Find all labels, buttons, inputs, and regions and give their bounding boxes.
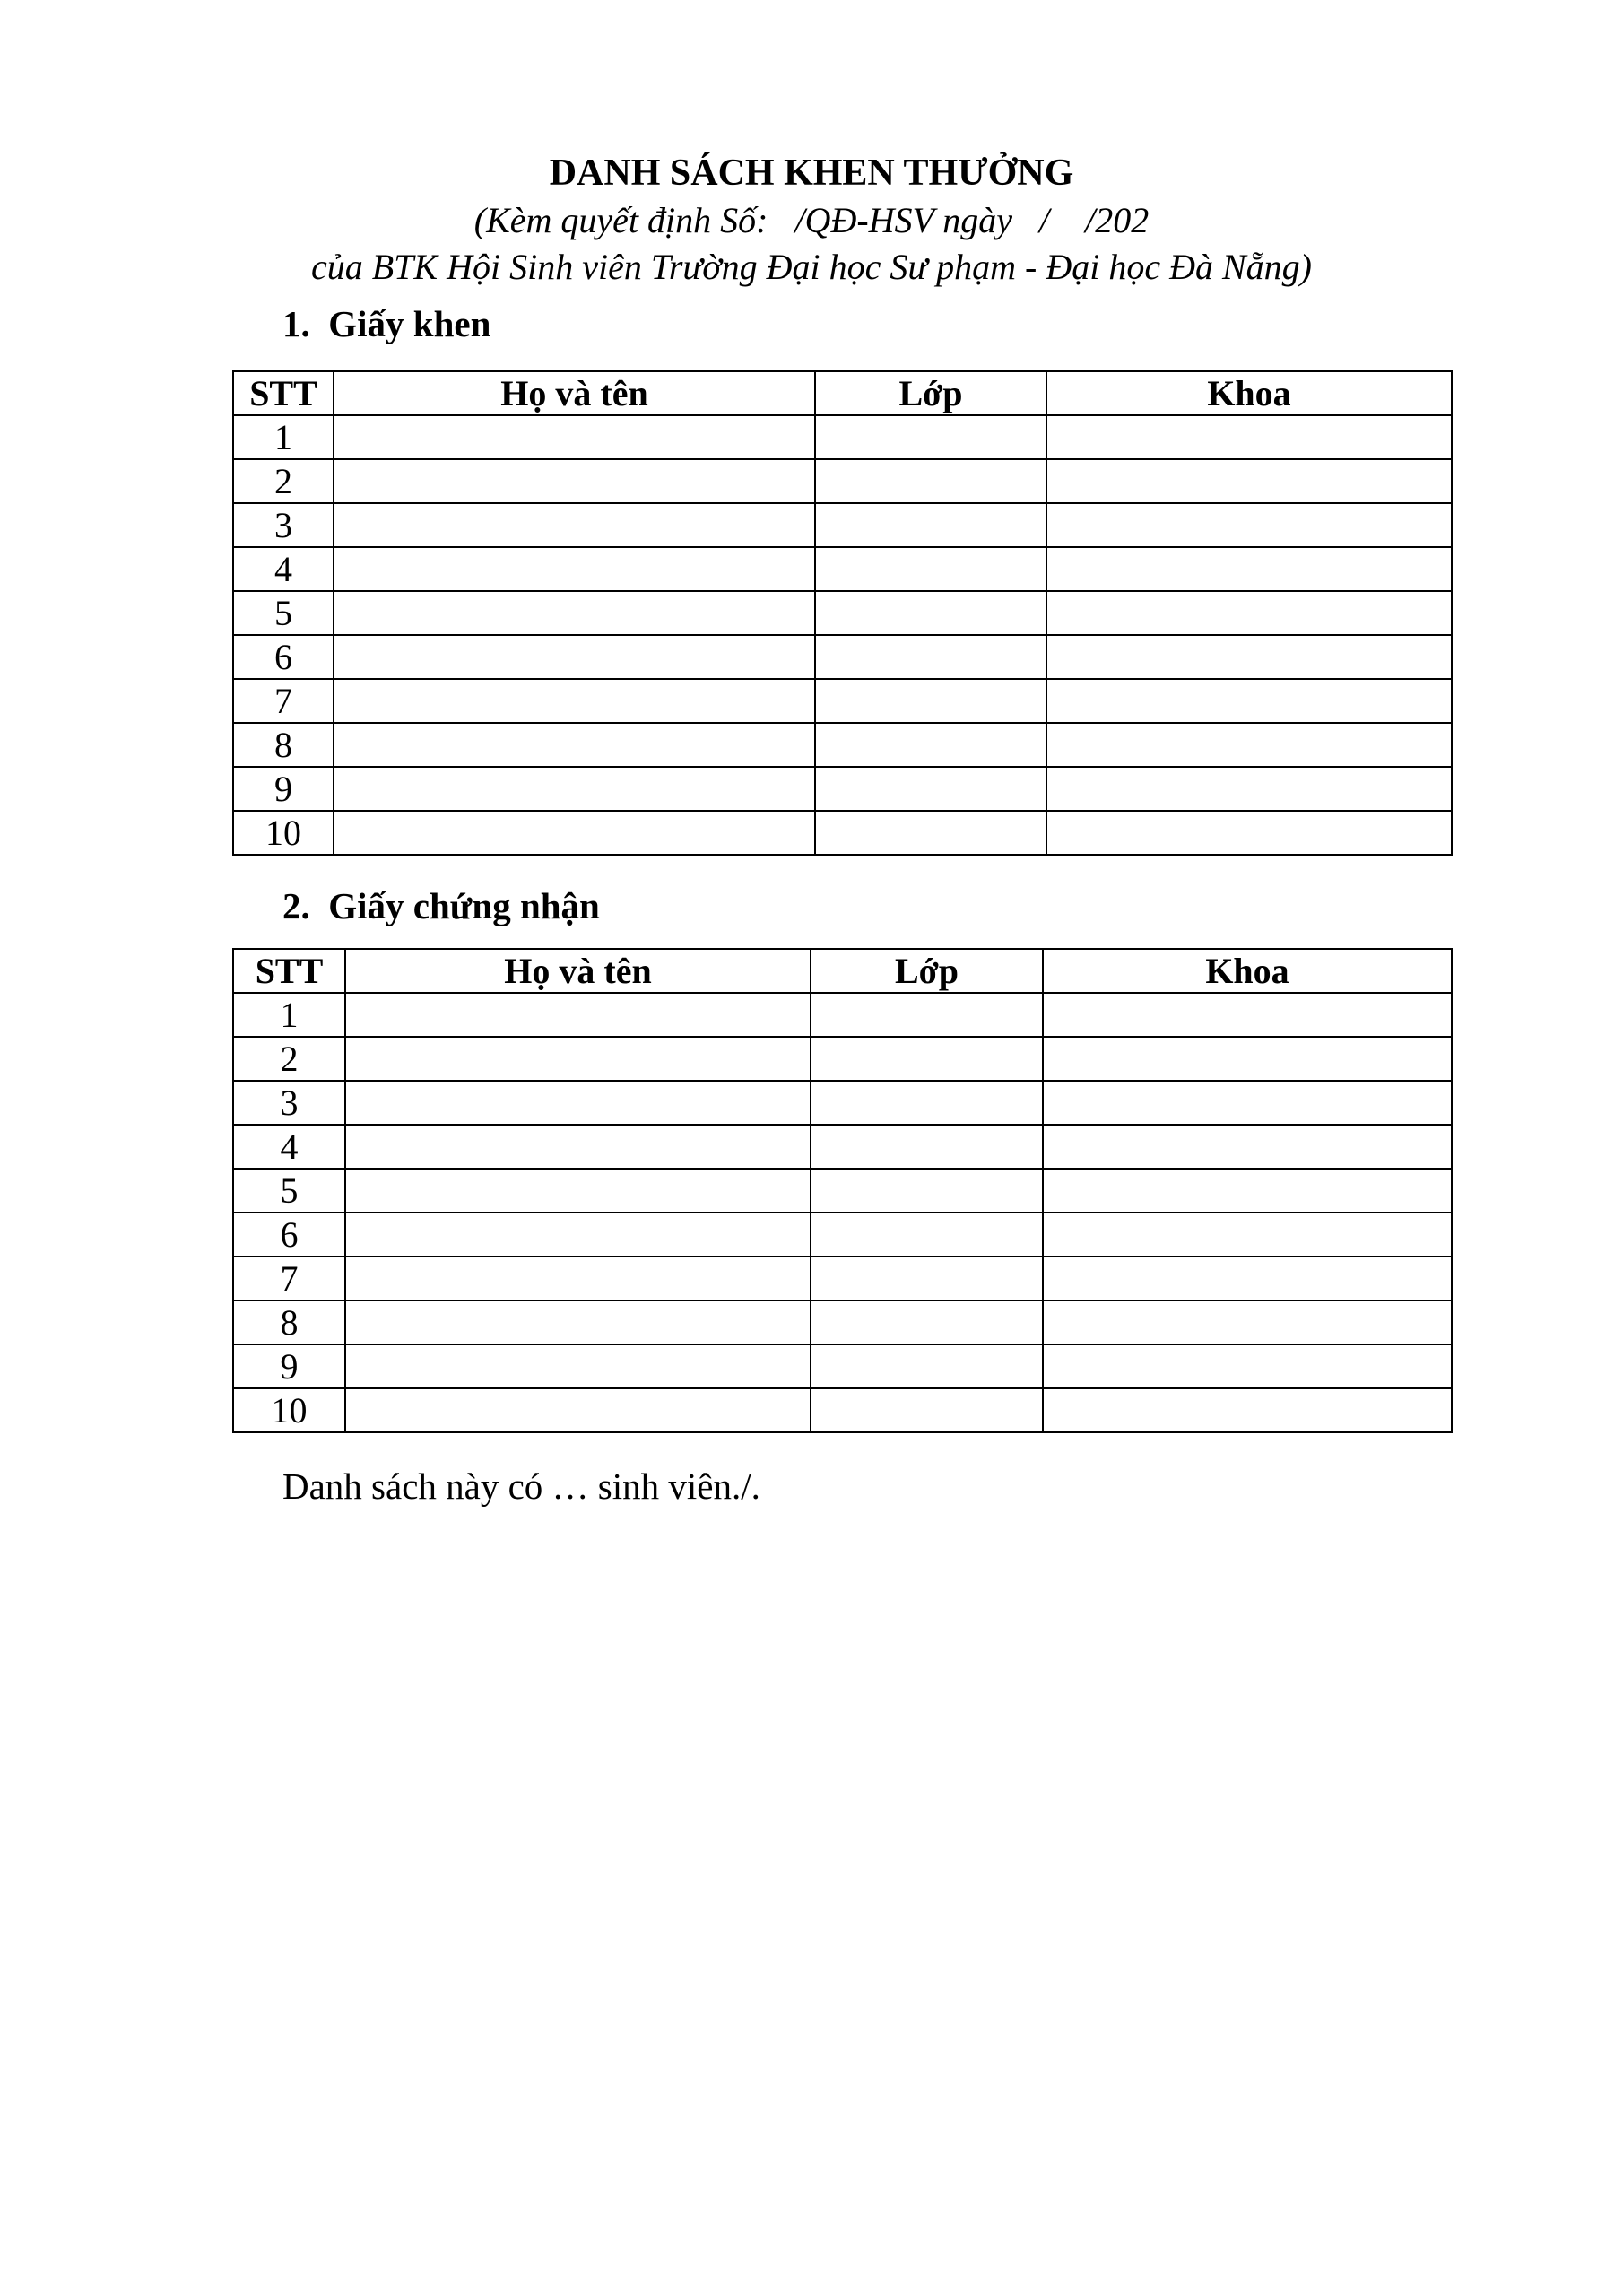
cell-stt: 10: [233, 811, 334, 855]
cell-ho-va-ten: [345, 1169, 811, 1213]
cell-lop: [811, 1300, 1043, 1344]
cell-ho-va-ten: [345, 1388, 811, 1432]
cell-lop: [815, 679, 1046, 723]
issuing-organization: của BTK Hội Sinh viên Trường Đại học Sư phạm - Đại học Đà Nẵng): [310, 247, 1313, 287]
section-heading-giay-chung-nhan: 2. Giấy chứng nhận: [282, 885, 600, 926]
cell-ho-va-ten: [334, 591, 815, 635]
cell-stt: 4: [233, 1125, 345, 1169]
cell-ho-va-ten: [345, 1344, 811, 1388]
cell-ho-va-ten: [334, 547, 815, 591]
cell-ho-va-ten: [334, 811, 815, 855]
cell-ho-va-ten: [334, 459, 815, 503]
cell-stt: 10: [233, 1388, 345, 1432]
giay-chung-nhan-table-body: [233, 993, 1452, 1432]
cell-khoa: [1043, 1081, 1452, 1125]
student-count-note: Danh sách này có … sinh viên./.: [282, 1465, 760, 1507]
cell-lop: [811, 1081, 1043, 1125]
giay-khen-table: [232, 370, 1453, 856]
table-row: [233, 679, 1452, 723]
table-row: [233, 1344, 1452, 1388]
column-header-stt: STT: [233, 949, 345, 993]
table-row: [233, 1125, 1452, 1169]
table-row: [233, 993, 1452, 1037]
cell-stt: 4: [233, 547, 334, 591]
table-row: [233, 1257, 1452, 1300]
cell-khoa: [1046, 723, 1452, 767]
cell-khoa: [1043, 993, 1452, 1037]
cell-ho-va-ten: [345, 993, 811, 1037]
cell-lop: [811, 1169, 1043, 1213]
cell-khoa: [1046, 591, 1452, 635]
cell-lop: [815, 811, 1046, 855]
column-header-khoa: Khoa: [1046, 371, 1452, 415]
cell-ho-va-ten: [334, 415, 815, 459]
table-header-row: [233, 371, 1452, 415]
cell-ho-va-ten: [334, 679, 815, 723]
table-row: [233, 1388, 1452, 1432]
cell-khoa: [1043, 1037, 1452, 1081]
cell-lop: [811, 1257, 1043, 1300]
cell-ho-va-ten: [334, 723, 815, 767]
decision-reference: (Kèm quyết định Số: /QĐ-HSV ngày / /202: [473, 200, 1150, 240]
table-row: [233, 811, 1452, 855]
giay-chung-nhan-table: [232, 948, 1453, 1433]
table-header-row: [233, 949, 1452, 993]
cell-lop: [815, 415, 1046, 459]
cell-khoa: [1046, 547, 1452, 591]
cell-lop: [815, 547, 1046, 591]
cell-stt: 8: [233, 1300, 345, 1344]
column-header-stt: STT: [233, 371, 334, 415]
table-row: [233, 547, 1452, 591]
table-row: [233, 1300, 1452, 1344]
cell-ho-va-ten: [345, 1257, 811, 1300]
cell-khoa: [1043, 1169, 1452, 1213]
cell-stt: 7: [233, 679, 334, 723]
cell-khoa: [1046, 811, 1452, 855]
cell-stt: 9: [233, 1344, 345, 1388]
table-row: [233, 635, 1452, 679]
cell-khoa: [1046, 635, 1452, 679]
column-header-ho-va-ten: Họ và tên: [334, 371, 815, 415]
cell-khoa: [1046, 679, 1452, 723]
table-row: [233, 1081, 1452, 1125]
table-row: [233, 503, 1452, 547]
table-row: [233, 1037, 1452, 1081]
cell-lop: [811, 1037, 1043, 1081]
cell-ho-va-ten: [345, 1037, 811, 1081]
cell-lop: [815, 503, 1046, 547]
cell-stt: 9: [233, 767, 334, 811]
column-header-khoa: Khoa: [1043, 949, 1452, 993]
cell-stt: 3: [233, 1081, 345, 1125]
cell-ho-va-ten: [334, 503, 815, 547]
cell-lop: [811, 1388, 1043, 1432]
column-header-ho-va-ten: Họ và tên: [345, 949, 811, 993]
cell-lop: [811, 1125, 1043, 1169]
table-row: [233, 591, 1452, 635]
cell-khoa: [1043, 1125, 1452, 1169]
cell-khoa: [1046, 415, 1452, 459]
cell-khoa: [1046, 459, 1452, 503]
cell-khoa: [1043, 1300, 1452, 1344]
cell-stt: 6: [233, 1213, 345, 1257]
table-row: [233, 767, 1452, 811]
column-header-lop: Lớp: [811, 949, 1043, 993]
cell-lop: [811, 1344, 1043, 1388]
table-row: [233, 1213, 1452, 1257]
table-row: [233, 1169, 1452, 1213]
cell-lop: [815, 767, 1046, 811]
cell-stt: 1: [233, 993, 345, 1037]
cell-lop: [815, 591, 1046, 635]
table-row: [233, 459, 1452, 503]
cell-lop: [815, 635, 1046, 679]
cell-stt: 5: [233, 1169, 345, 1213]
cell-khoa: [1043, 1388, 1452, 1432]
table-row: [233, 723, 1452, 767]
cell-khoa: [1043, 1344, 1452, 1388]
cell-ho-va-ten: [345, 1081, 811, 1125]
cell-khoa: [1043, 1257, 1452, 1300]
cell-stt: 1: [233, 415, 334, 459]
cell-ho-va-ten: [345, 1300, 811, 1344]
cell-stt: 3: [233, 503, 334, 547]
cell-lop: [811, 1213, 1043, 1257]
cell-lop: [811, 993, 1043, 1037]
cell-khoa: [1043, 1213, 1452, 1257]
cell-khoa: [1046, 767, 1452, 811]
cell-stt: 2: [233, 459, 334, 503]
cell-stt: 7: [233, 1257, 345, 1300]
column-header-lop: Lớp: [815, 371, 1046, 415]
cell-lop: [815, 459, 1046, 503]
cell-stt: 2: [233, 1037, 345, 1081]
giay-khen-table-body: [233, 415, 1452, 855]
cell-stt: 8: [233, 723, 334, 767]
cell-stt: 5: [233, 591, 334, 635]
cell-ho-va-ten: [345, 1213, 811, 1257]
section-heading-giay-khen: 1. Giấy khen: [282, 303, 491, 344]
cell-ho-va-ten: [345, 1125, 811, 1169]
document-title: DANH SÁCH KHEN THƯỞNG: [549, 152, 1074, 194]
cell-lop: [815, 723, 1046, 767]
cell-khoa: [1046, 503, 1452, 547]
cell-stt: 6: [233, 635, 334, 679]
table-row: [233, 415, 1452, 459]
cell-ho-va-ten: [334, 767, 815, 811]
cell-ho-va-ten: [334, 635, 815, 679]
